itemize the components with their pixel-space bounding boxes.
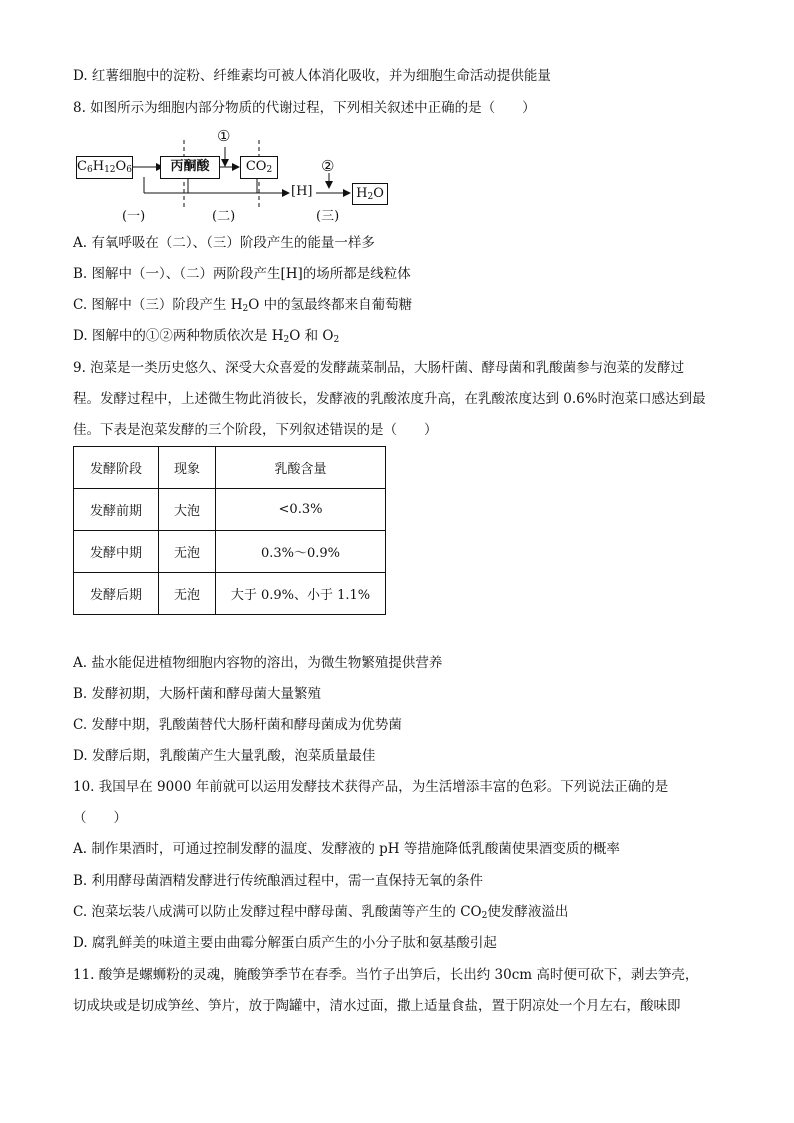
- q8-option-b: B. 图解中（一）、（二）两阶段产生[H]的场所都是线粒体: [73, 266, 411, 282]
- table-cell: 大于 0.9%、小于 1.1%: [216, 573, 386, 615]
- q8-diagram: [60, 125, 400, 230]
- table-row: [74, 531, 386, 573]
- q9-option-c: C. 发酵中期，乳酸菌替代大肠杆菌和酵母菌成为优势菌: [73, 717, 402, 733]
- table-header: 现象: [159, 447, 216, 489]
- q10-option-c: C. 泡菜坛装八成满可以防止发酵过程中酵母菌、乳酸菌等产生的 $CO_2$使发酵液溢出: [73, 904, 569, 921]
- q8-stem: 8. 如图所示为细胞内部分物质的代谢过程，下列相关叙述中正确的是（ ）: [73, 100, 536, 116]
- q10-option-b: B. 利用酵母菌酒精发酵进行传统酿酒过程中，需一直保持无氧的条件: [73, 873, 484, 889]
- water-box: $H_2O$: [352, 183, 388, 205]
- pyruvate-box: 丙酮酸: [160, 156, 220, 179]
- table-row: [74, 489, 386, 531]
- table-header: 乳酸含量: [216, 447, 386, 489]
- q10-line-1: 10. 我国早在 9000 年前就可以运用发酵技术获得产品，为生活增添丰富的色彩。下列说法正确的是: [73, 779, 669, 795]
- q10-line-2: （ ）: [73, 810, 127, 826]
- table-header: 发酵阶段: [74, 447, 159, 489]
- q8-option-a: A. 有氧呼吸在（二）、（三）阶段产生的能量一样多: [73, 235, 375, 251]
- q9-line-2: 程。发酵过程中，上述微生物此消彼长，发酵液的乳酸浓度升高，在乳酸浓度达到 0.6%时泡菜口感达到最: [73, 391, 706, 407]
- co2-box: $CO_2$: [240, 156, 278, 179]
- q11-line-2: 切成块或是切成笋丝、笋片，放于陶罐中，清水过面，撒上适量食盐，置于阴凉处一个月左右，酸味即: [73, 998, 681, 1014]
- hydrogen-label: [H]: [291, 184, 313, 199]
- table-cell: 发酵中期: [74, 531, 159, 573]
- stage-2-label: (二): [212, 209, 236, 224]
- q9-option-b: B. 发酵初期，大肠杆菌和酵母菌大量繁殖: [73, 686, 322, 702]
- table-cell: 无泡: [159, 573, 216, 615]
- stage-3-label: (三): [316, 209, 340, 224]
- q9-option-a: A. 盐水能促进植物细胞内容物的溶出，为微生物繁殖提供营养: [73, 655, 443, 671]
- table-cell: 0.3%～0.9%: [216, 531, 386, 573]
- q9-option-d: D. 发酵后期，乳酸菌产生大量乳酸，泡菜质量最佳: [73, 748, 376, 764]
- q8-option-d: D. 图解中的①②两种物质依次是 $H_2O$ 和 $O_2$: [73, 328, 340, 345]
- q8-option-c: C. 图解中（三）阶段产生 $H_2O$ 中的氢最终都来自葡萄糖: [73, 297, 413, 314]
- q11-line-1: 11. 酸笋是螺蛳粉的灵魂，腌酸笋季节在春季。当竹子出笋后，长出约 30cm 高时便可砍下，剥去笋壳，: [73, 967, 699, 983]
- q9-line-1: 9. 泡菜是一类历史悠久、深受大众喜爱的发酵蔬菜制品，大肠杆菌、酵母菌和乳酸菌参与泡菜的发酵过: [73, 360, 685, 376]
- table-cell: 无泡: [159, 531, 216, 573]
- glucose-box: $C_6H_{12}O_6$: [76, 156, 133, 179]
- marker-1: ①: [217, 127, 231, 145]
- marker-2: ②: [321, 157, 335, 175]
- q7-option-d: D. 红薯细胞中的淀粉、纤维素均可被人体消化吸收，并为细胞生命活动提供能量: [73, 68, 551, 84]
- table-header-row: [74, 447, 386, 489]
- stage-1-label: (一): [122, 209, 146, 224]
- q10-option-d: D. 腐乳鲜美的味道主要由曲霉分解蛋白质产生的小分子肽和氨基酸引起: [73, 935, 497, 951]
- table-cell: 发酵前期: [74, 489, 159, 531]
- table-row: [74, 573, 386, 615]
- table-cell: <0.3%: [216, 489, 386, 531]
- q9-line-3: 佳。下表是泡菜发酵的三个阶段，下列叙述错误的是（ ）: [73, 422, 438, 438]
- q10-option-a: A. 制作果酒时，可通过控制发酵的温度、发酵液的 pH 等措施降低乳酸菌使果酒变质的概率: [73, 841, 620, 857]
- table-cell: 发酵后期: [74, 573, 159, 615]
- table-cell: 大泡: [159, 489, 216, 531]
- fermentation-table: [73, 446, 386, 615]
